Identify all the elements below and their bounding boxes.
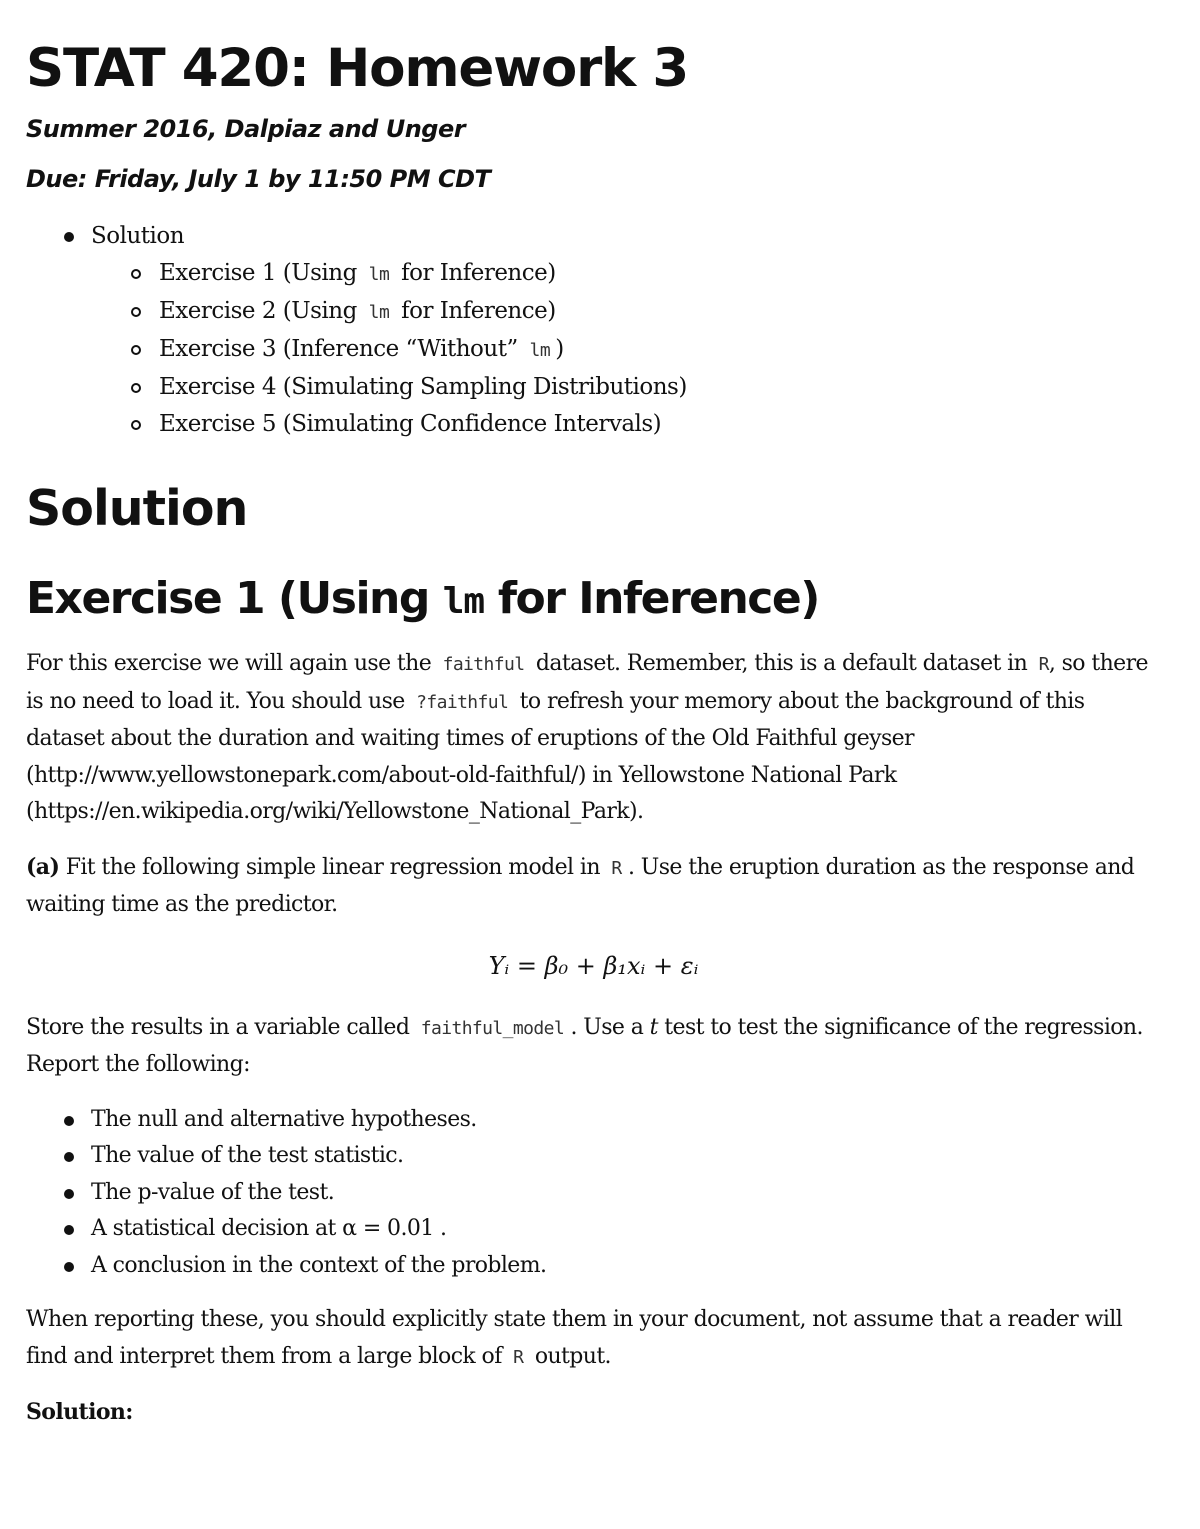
toc-item-exercise-3[interactable] <box>91 331 1161 369</box>
toc-item-exercise-5[interactable] <box>91 406 1161 443</box>
heading-text: Exercise 1 (Using <box>26 573 429 624</box>
list-item: The p-value of the test. <box>26 1175 1161 1212</box>
toc-item-code[interactable]: lm <box>529 340 551 361</box>
toc-item-text[interactable]: for Inference) <box>401 298 556 324</box>
toc-item-code[interactable]: lm <box>368 264 390 285</box>
old-faithful-link[interactable]: (http://www.yellowstonepark.com/about-old-faithful/) <box>26 762 586 788</box>
document-page <box>26 38 1161 1449</box>
toc-item-text[interactable]: Exercise 1 (Using <box>159 260 357 286</box>
list-item: The value of the test statistic. <box>26 1138 1161 1175</box>
part-label: (a) <box>26 853 60 880</box>
store-text: . Use a <box>570 1014 644 1040</box>
solution-heading: Solution <box>26 480 248 537</box>
toc-item-text[interactable]: ) <box>555 336 564 362</box>
regression-equation: Yᵢ = β₀ + β₁xᵢ + εᵢ <box>488 951 699 980</box>
page-title: STAT 420: Homework 3 <box>26 38 689 99</box>
part-text: . Use the eruption duration as the response and waiting time as the predictor. <box>26 854 1135 917</box>
yellowstone-wikipedia-link[interactable]: (https://en.wikipedia.org/wiki/Yellowstone_National_Park) <box>26 799 638 824</box>
toc-item-code[interactable]: lm <box>368 302 390 323</box>
list-item: A statistical decision at α = 0.01 . <box>26 1211 1161 1248</box>
toc-item-text[interactable]: Exercise 5 (Simulating Confidence Intervals) <box>159 411 662 437</box>
reporting-text: output. <box>534 1343 611 1369</box>
list-item: A conclusion in the context of the problem. <box>26 1248 1161 1285</box>
inline-code: faithful_model <box>420 1017 565 1039</box>
toc-item-exercise-4[interactable] <box>91 369 1161 406</box>
toc-sublist <box>91 255 1161 443</box>
intro-text: . <box>637 799 644 824</box>
intro-text: dataset. Remember, this is a default dataset in <box>535 651 1028 676</box>
exercise-1-part-a <box>26 849 1161 924</box>
intro-text: For this exercise we will again use the <box>26 651 432 676</box>
reporting-note <box>26 1302 1161 1376</box>
table-of-contents <box>26 218 1161 443</box>
store-instructions <box>26 1010 1161 1084</box>
store-text: Store the results in a variable called <box>26 1014 410 1040</box>
exercise-1-heading <box>26 569 1161 632</box>
inline-code: R <box>611 857 622 879</box>
toc-item-text[interactable]: Exercise 4 (Simulating Sampling Distributions) <box>159 374 687 400</box>
report-list <box>26 1102 1161 1285</box>
intro-text: in Yellowstone National Park <box>592 762 897 788</box>
reporting-text: When reporting these, you should explicitly state them in your document, not assume that a reader will find and interpret them from a large block of <box>26 1307 1123 1369</box>
page-subtitle: Summer 2016, Dalpiaz and Unger <box>26 115 466 143</box>
toc-item-label[interactable]: Solution <box>91 223 185 249</box>
store-text: test to test the significance of the regression. Report the following: <box>26 1014 1143 1077</box>
part-text: Fit the following simple linear regression model in <box>65 854 600 880</box>
solution-label: Solution: <box>26 1399 133 1425</box>
heading-code: lm <box>442 581 485 622</box>
inline-code: ?faithful <box>416 691 509 713</box>
intro-text: , so there is no need to load it. You should use <box>26 651 1148 714</box>
list-item: The null and alternative hypotheses. <box>26 1102 1161 1139</box>
toc-item-solution[interactable] <box>26 218 1161 443</box>
exercise-1-intro <box>26 646 1161 831</box>
heading-text: for Inference) <box>497 573 819 624</box>
inline-code: faithful <box>442 654 525 675</box>
toc-item-exercise-2[interactable] <box>91 293 1161 331</box>
due-date: Due: Friday, July 1 by 11:50 PM CDT <box>26 165 491 193</box>
toc-item-text[interactable]: Exercise 2 (Using <box>159 298 357 324</box>
inline-code: R <box>1038 654 1049 675</box>
toc-item-text[interactable]: for Inference) <box>401 260 556 286</box>
intro-text: to refresh your memory about the background of this dataset about the duration and waiting times of eruptions of the Old Faithful geyser <box>26 688 1085 751</box>
toc-item-exercise-1[interactable] <box>91 255 1161 293</box>
inline-code: R <box>513 1346 524 1368</box>
t-variable: t <box>649 1014 658 1040</box>
toc-item-text[interactable]: Exercise 3 (Inference “Without” <box>159 336 518 362</box>
